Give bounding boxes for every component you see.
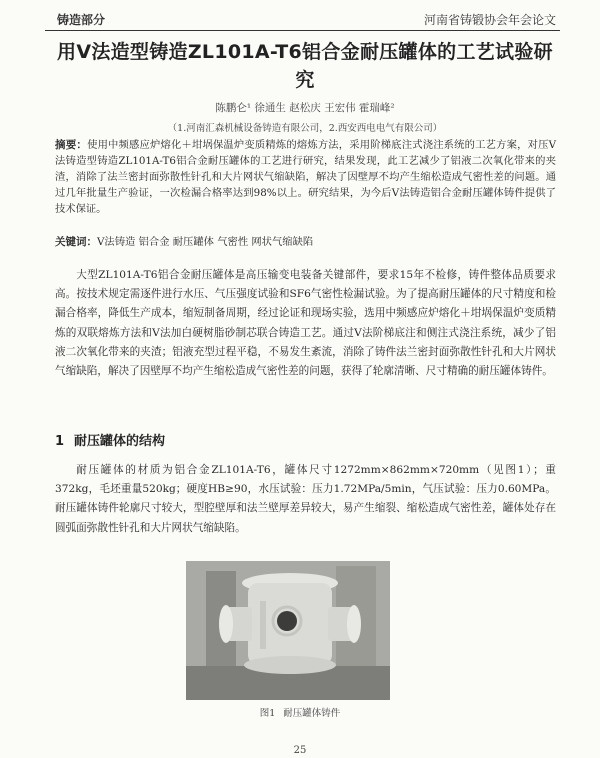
casting-photo <box>186 561 390 700</box>
figure-label: 图1 <box>259 708 276 719</box>
header-section: 铸造部分 <box>57 13 106 27</box>
header-journal: 河南省铸锻协会年会论文 <box>423 13 556 27</box>
intro-paragraph: 大型ZL101A-T6铝合金耐压罐体是高压输变电装备关键部件，要求15年不检修，铸件整体品质要求高。按技术规定需逐件进行水压、气压强度试验和SF6气密性检漏试验。为了提高耐压罐体的尺寸精度和检漏合格率，降低生产成本，缩短制备周期，经过论证和现场实验，选用中频感应炉熔化＋坩埚保温炉变质精炼的双联熔炼方法和V法加白硬树脂砂制芯联合铸造工艺。通过V法阶梯底注和侧注式浇注系统，减少了铝液二次氧化带来的夹渣；铝液充型过程平稳，不易发生紊流，消除了铸件法兰密封面弥散性针孔和大片网状气缩缺陷，解决了因壁厚不均产生缩松造成气密性差的问题，获得了轮廓清晰、尺寸精确的耐压罐体铸件。 <box>55 269 556 378</box>
section-title: 耐压罐体的结构 <box>74 434 166 449</box>
figure-caption <box>0 705 600 719</box>
section-number: 1 <box>55 434 65 449</box>
keywords-label: 关键词： <box>55 236 97 248</box>
paper-title: 用V法造型铸造ZL101A-T6铝合金耐压罐体的工艺试验研究 <box>57 41 553 91</box>
abstract-text: 使用中频感应炉熔化＋坩埚保温炉变质精炼的熔炼方法，采用阶梯底注式浇注系统的工艺方案，对压V法铸造型铸造ZL101A-T6铝合金耐压罐体的工艺进行研究，结果发现，此工艺减少了铝液二次氧化带来的夹渣，消除了法兰密封面弥散性针孔和大片网状气缩缺陷，解决了因壁厚不均产生缩松造成气密性差的问题。通过几年批量生产验证，一次检漏合格率达到98%以上。研究结果，为今后V法铸造铝合金耐压罐体铸件提供了技术保证。 <box>55 139 557 215</box>
running-header <box>45 8 560 30</box>
figure-caption-text: 耐压罐体铸件 <box>283 708 341 719</box>
header-rule <box>45 30 560 31</box>
affiliation: （1.河南汇森机械设备铸造有限公司，2.西安西电电气有限公司） <box>167 123 443 134</box>
author-list: 陈鹏仑¹ 徐通生 赵松庆 王宏伟 霍瑞峰² <box>215 102 395 114</box>
abstract-label: 摘要： <box>55 139 88 151</box>
casting-illustration <box>186 561 390 700</box>
section-heading <box>55 430 165 449</box>
page-number: 25 <box>293 745 307 756</box>
abstract <box>55 137 556 217</box>
section-paragraph: 耐压罐体的材质为铝合金ZL101A-T6，罐体尺寸1272mm×862mm×720mm（见图1）；重372kg，毛坯重量520kg；硬度HB≥90，水压试验：压力1.72MPa/5min，气压试验：压力0.60MPa。耐压罐体铸件轮廓尺寸较大，型腔壁厚和法兰壁厚差异较大，易产生缩裂、缩松造成气密性差，罐体处存在圆弧面弥散性针孔和大片网状气缩缺陷。 <box>55 464 556 534</box>
keywords-text: V法铸造 铝合金 耐压罐体 气密性 网状气缩缺陷 <box>97 236 314 248</box>
keywords <box>55 233 556 249</box>
